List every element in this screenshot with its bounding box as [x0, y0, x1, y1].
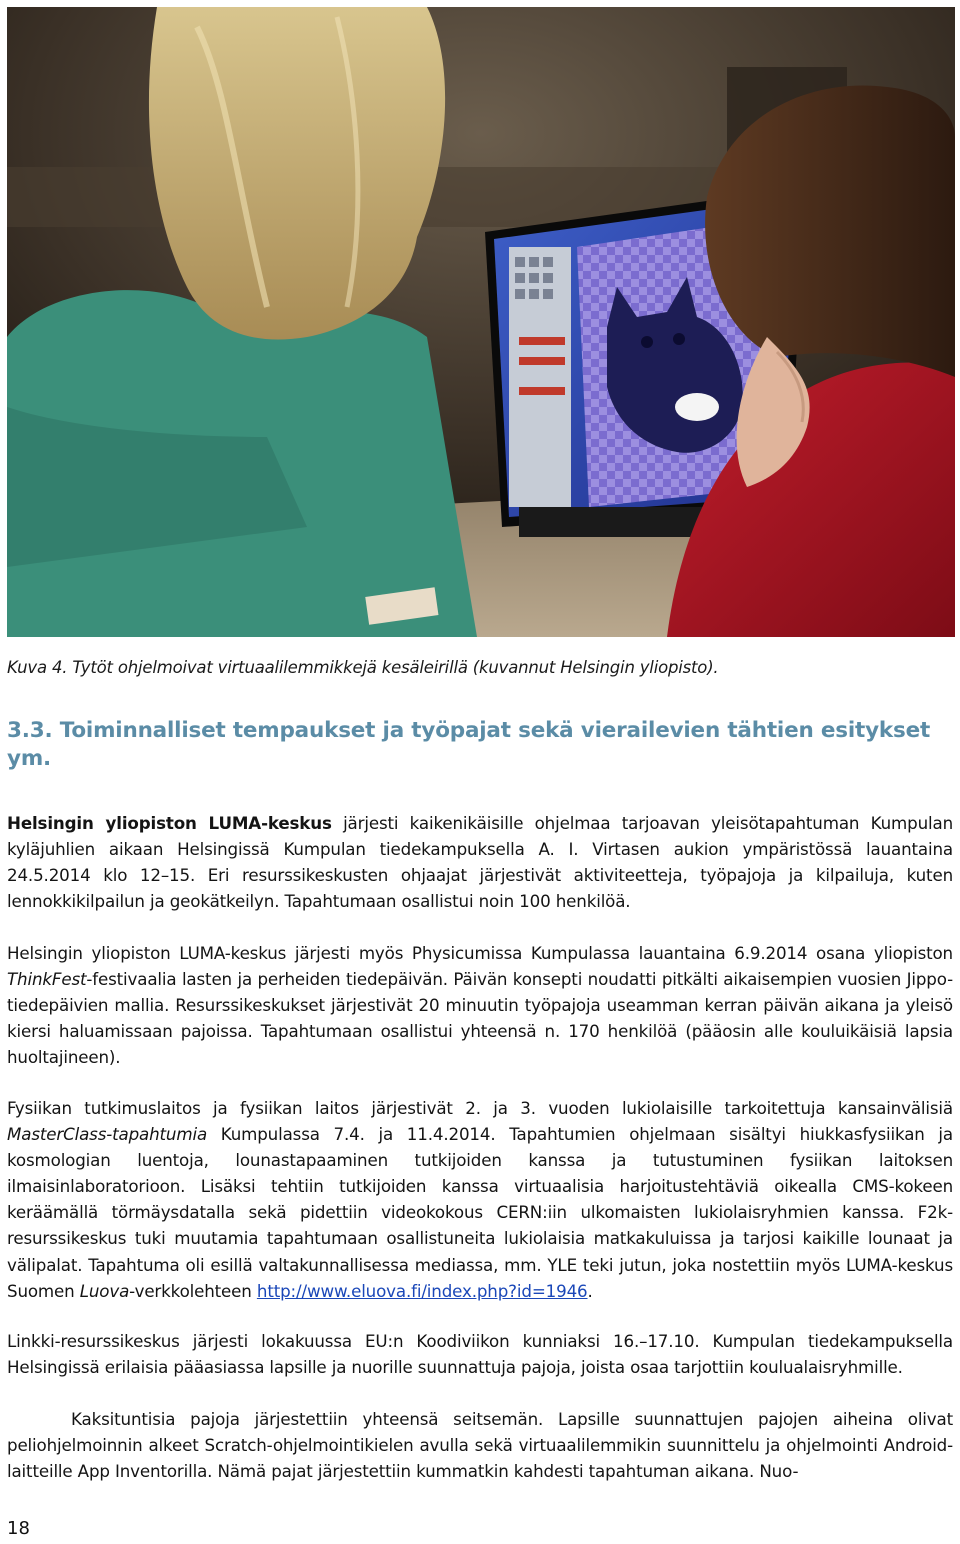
paragraph-codeweek: Linkki-resurssikeskus järjesti lokakuussa EU:n Koodiviikon kunniaksi 16.–17.10. Kumpulan tiedekampuksella Helsingissä erilaisia pääasiassa lapsille ja nuorille suunnattuja pajoja, joista osaa tarjottiin koulualaisryhmille. — [7, 1331, 953, 1378]
paragraph-text: Helsingin yliopiston LUMA-keskus järjesti myös Physicumissa Kumpulassa lauantaina 6.9.2014 osana yliopiston — [7, 943, 953, 963]
paragraph-italic: MasterClass-tapahtumia — [7, 1124, 208, 1145]
paragraph-text: Fysiikan tutkimuslaitos ja fysiikan laitos järjestivät 2. ja 3. vuoden lukiolaisille tarkoitettuja kansainvälisiä — [7, 1098, 953, 1118]
photo-girls-programming — [7, 7, 955, 637]
paragraph-italic: Luova — [79, 1280, 130, 1301]
section-heading: 3.3. Toiminnalliset tempaukset ja työpajat sekä vierailevien tähtien esitykset ym. — [7, 718, 931, 771]
paragraph-text: -festivaalia lasten ja perheiden tiedepäivän. Päivän konsepti noudatti pitkälti aikaisempien vuosien Jippo-tiedepäivien mallia. Resurssikeskukset järjestivät 20 minuutin työpajoja useamman kerran päivän aikana ja yleisö kiersi haluamissaan pajoissa. Tapahtumaan osallistui yhteensä n. 170 henkilöä (pääosin alle kouluikäisiä lapsia huoltajineen). — [7, 969, 953, 1068]
paragraph-masterclass — [7, 1095, 953, 1304]
paragraph-text: järjesti kaikenikäisille ohjelmaa tarjoavan yleisötapahtuman Kumpulan kyläjuhlien aikaan Helsingissä Kumpulan tiedekampuksella A. I. Virtasen aukion ympäristössä lauantaina 24.5.2014 klo 12–15. Eri resurssikeskusten ohjaajat järjestivät aktiviteetteja, työpajoja ja kilpailuja, kuten lennokkikilpailun ja geokätkeilyn. Tapahtumaan osallistui noin 100 henkilöä. — [7, 813, 954, 912]
paragraph-italic: ThinkFest — [7, 969, 87, 990]
page-number: 18 — [7, 1518, 30, 1539]
eluova-link[interactable]: http://www.eluova.fi/index.php?id=1946 — [256, 1280, 588, 1301]
photo-caption: Kuva 4. Tytöt ohjelmoivat virtuaalilemmikkejä kesäleirillä (kuvannut Helsingin yliopisto). — [7, 658, 719, 677]
paragraph-text: -verkkolehteen — [129, 1280, 257, 1301]
paragraph-text: . — [587, 1280, 593, 1301]
paragraph-bold-lead: Helsingin yliopiston LUMA-keskus — [7, 813, 332, 833]
paragraph-text: Kumpulassa 7.4. ja 11.4.2014. Tapahtumien ohjelmaan sisältyi hiukkasfysiikan ja kosmologian luentoja, lounastapaaminen tutkijoiden kanssa ja tutustuminen fysiikan laitoksen ilmaisinlaboratorioon. Lisäksi tehtiin tutkijoiden kanssa virtuaalisia harjoitustehtäviä oikealla CMS-kokeen keräämällä törmäysdatalla sekä pidettiin videokokous CERN:iin ulkomaisten lukiolaisryhmien kanssa. F2k-resurssikeskus tuki muutamia tapahtumaan osallistuneita lukiolaisia matkakuluissa ja tarjosi kaikille lounaat ja välipalat. Tapahtuma oli esillä valtakunnallisessa mediassa, mm. YLE teki jutun, joka nostettiin myös LUMA-keskus Suomen — [7, 1124, 953, 1301]
paragraph-thinkfest — [7, 940, 953, 1070]
paragraph-workshops: Kaksituntisia pajoja järjestettiin yhteensä seitsemän. Lapsille suunnattujen pajojen aiheina olivat peliohjelmoinnin alkeet Scratch-ohjelmointikielen avulla sekä virtuaalilemmikin suunnittelu ja ohjelmointi Android-laitteille App Inventorilla. Nämä pajat järjestettiin kummatkin kahdesti tapahtuman aikana. Nuo- — [7, 1409, 953, 1482]
paragraph-luma-event — [7, 810, 953, 914]
